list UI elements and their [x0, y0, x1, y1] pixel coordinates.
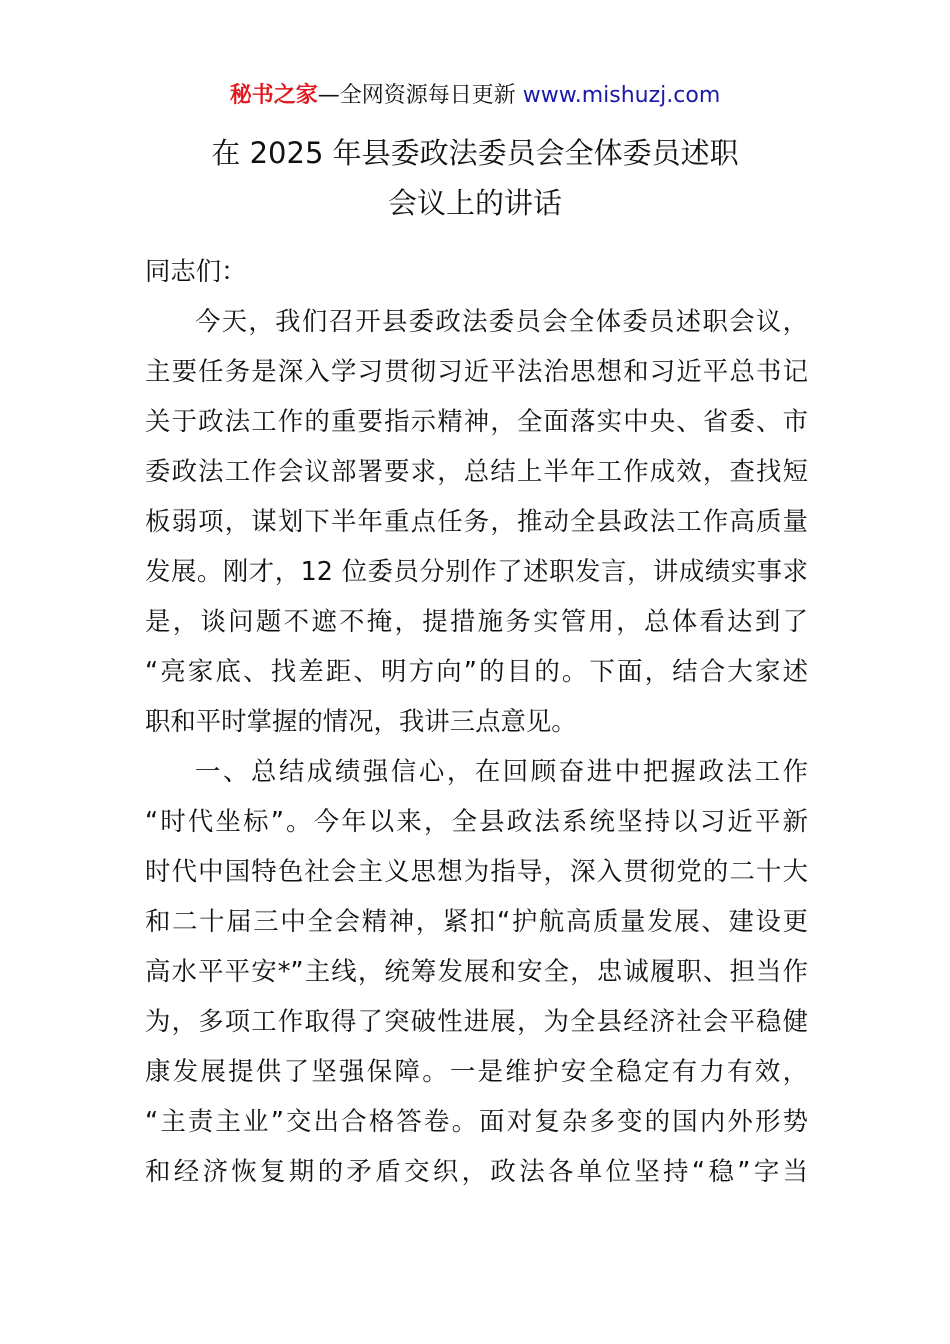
body-line: 是，谈问题不遮不掩，提措施务实管用，总体看达到了	[145, 606, 808, 636]
body-line: 高水平平安*”主线，统筹发展和安全，忠诚履职、担当作	[145, 956, 808, 986]
document-body	[145, 246, 808, 1196]
body-line: 发展。刚才，12 位委员分别作了述职发言，讲成绩实事求	[145, 556, 808, 586]
salutation: 同志们：	[145, 256, 247, 286]
watermark-header	[0, 80, 950, 112]
header-tagline: —全网资源每日更新	[317, 83, 523, 108]
body-line: 和经济恢复期的矛盾交织，政法各单位坚持“稳”字当	[145, 1156, 808, 1186]
body-line: 今天，我们召开县委政法委员会全体委员述职会议，	[195, 306, 808, 336]
body-line: 时代中国特色社会主义思想为指导，深入贯彻党的二十大	[145, 856, 808, 886]
brand-name: 秘书之家	[229, 83, 318, 108]
site-url: www.mishuzj.com	[522, 83, 721, 108]
body-line: 委政法工作会议部署要求，总结上半年工作成效，查找短	[145, 456, 808, 486]
body-line: 康发展提供了坚强保障。一是维护安全稳定有力有效，	[145, 1056, 808, 1086]
body-line: “主责主业”交出合格答卷。面对复杂多变的国内外形势	[145, 1106, 808, 1136]
title-line-2: 会议上的讲话	[387, 186, 562, 220]
title-line-1: 在 2025 年县委政法委员会全体委员述职	[211, 136, 739, 170]
body-line: 关于政法工作的重要指示精神，全面落实中央、省委、市	[145, 406, 808, 436]
document-title	[0, 128, 950, 228]
body-line: “时代坐标”。今年以来，全县政法系统坚持以习近平新	[145, 806, 808, 836]
body-line: “亮家底、找差距、明方向”的目的。下面，结合大家述	[145, 656, 808, 686]
body-line: 主要任务是深入学习贯彻习近平法治思想和习近平总书记	[145, 356, 808, 386]
body-line: 职和平时掌握的情况，我讲三点意见。	[145, 706, 577, 736]
body-line: 板弱项，谋划下半年重点任务，推动全县政法工作高质量	[145, 506, 808, 536]
body-line: 为，多项工作取得了突破性进展，为全县经济社会平稳健	[145, 1006, 808, 1036]
section-heading-line: 一、总结成绩强信心，在回顾奋进中把握政法工作	[195, 756, 808, 786]
body-line: 和二十届三中全会精神，紧扣“护航高质量发展、建设更	[145, 906, 808, 936]
